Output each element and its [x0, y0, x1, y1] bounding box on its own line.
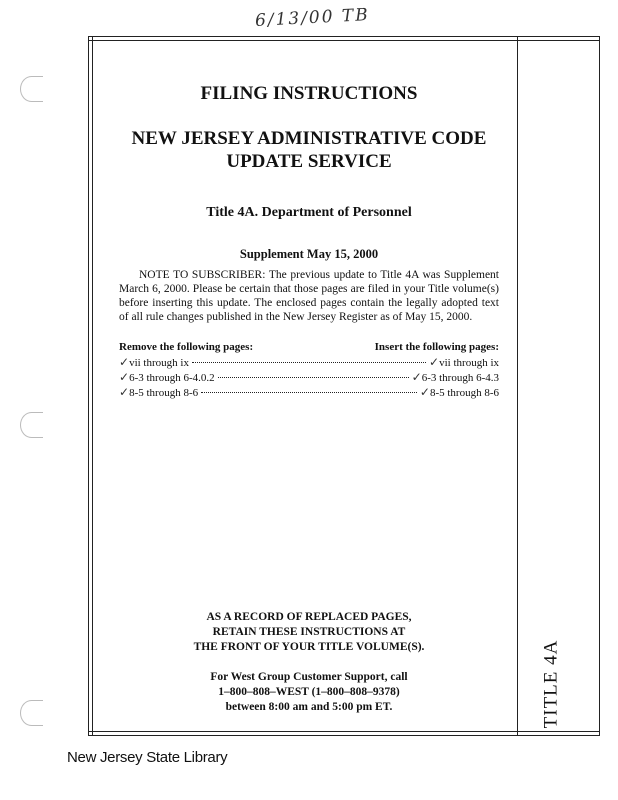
handwritten-date-note: 6/13/00 TB — [254, 5, 371, 31]
binder-hole-bottom — [20, 700, 43, 726]
library-stamp: New Jersey State Library — [67, 749, 228, 766]
supplement-date: Supplement May 15, 2000 — [239, 247, 379, 261]
code-title: NEW JERSEY ADMINISTRATIVE CODE UPDATE SERVICE — [131, 128, 487, 172]
subscriber-note: NOTE TO SUBSCRIBER: The previous update to Title 4A was Supplement March 6, 2000. Please be certain that those pages are filed in your Title volume(s) before inserting this update. The enclosed pages contain the legally adopted text of all rule changes published in the New Jersey Register as of May 15, 2000. — [119, 269, 499, 323]
checkmark-icon: ✓ — [119, 385, 130, 399]
page-frame — [88, 36, 600, 736]
checkmark-icon: ✓ — [119, 355, 130, 369]
table-row: ✓vii through ix ✓vii through ix — [119, 355, 499, 369]
binder-hole-top — [20, 76, 43, 102]
checkmark-icon: ✓ — [419, 385, 430, 399]
table-header — [119, 341, 499, 353]
title-subtitle: Title 4A. Department of Personnel — [206, 205, 412, 220]
table-row: ✓8-5 through 8-6 ✓8-5 through 8-6 — [119, 385, 499, 399]
page-title: FILING INSTRUCTIONS — [200, 83, 418, 104]
checkmark-icon: ✓ — [119, 370, 130, 384]
remove-header: Remove the following pages: — [119, 341, 254, 353]
table-row: ✓6-3 through 6-4.0.2 ✓6-3 through 6-4.3 — [119, 370, 499, 384]
page-replacement-table — [119, 341, 499, 400]
binder-hole-middle — [20, 412, 43, 438]
checkmark-icon: ✓ — [411, 370, 422, 384]
insert-header: Insert the following pages: — [374, 341, 499, 353]
title-tab — [501, 629, 601, 739]
record-instructions: AS A RECORD OF REPLACED PAGES, RETAIN THESE INSTRUCTIONS AT THE FRONT OF YOUR TITLE VOLUME(S). — [193, 611, 425, 653]
checkmark-icon: ✓ — [429, 355, 440, 369]
customer-support-info: For West Group Customer Support, call 1–800–808–WEST (1–800–808–9378) between 8:00 am and 5:00 pm ET. — [210, 671, 408, 713]
title-tab-label: TITLE 4A — [539, 639, 561, 729]
